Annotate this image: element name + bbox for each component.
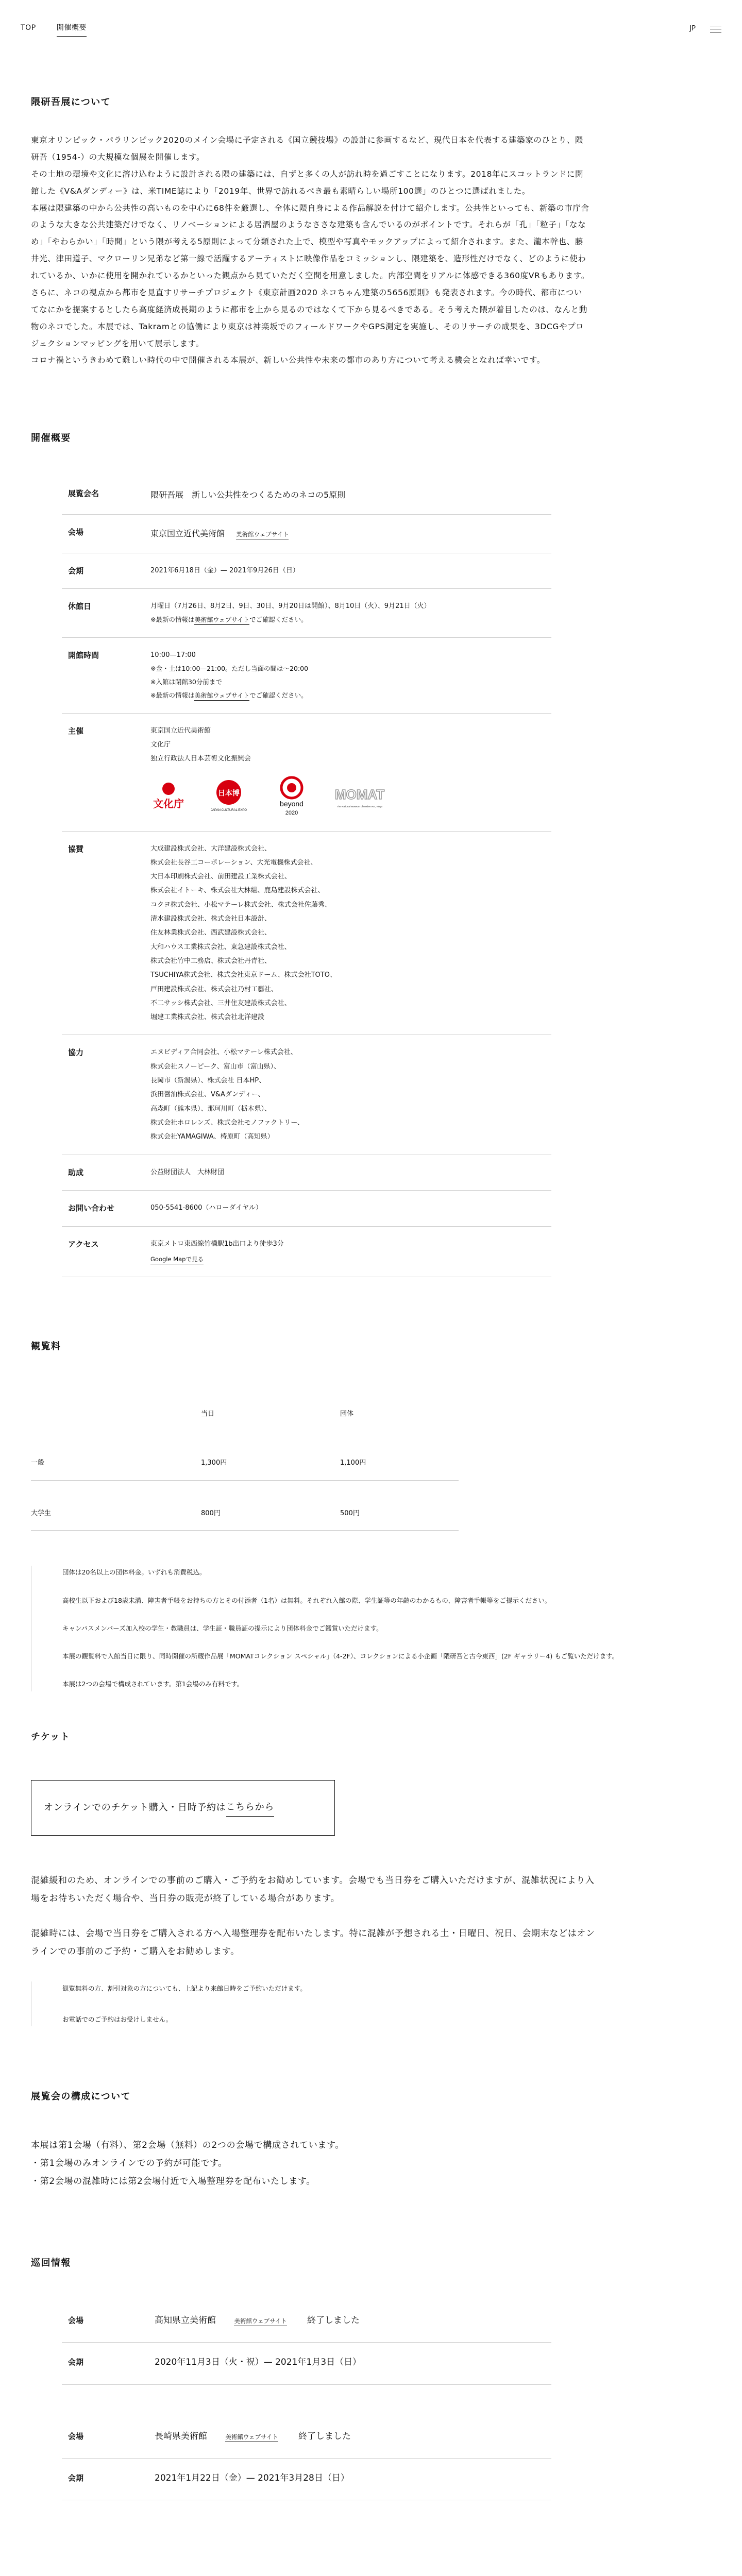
cooperation-line: エヌビディア合同会社、小松マテーレ株式会社、 xyxy=(150,1048,297,1057)
beyond-2020-emblem-icon xyxy=(271,775,312,817)
organizer-name: 独立行政法人日本芸術文化振興会 xyxy=(150,755,251,763)
fee-note: 高校生以下および18歳未満、障害者手帳をお持ちの方とその付添者（1名）は無料。それぞれ入館の際、学生証等の年齢のわかるもの、障害者手帳等をご提示ください。 xyxy=(62,1596,551,1604)
museum-website-link[interactable]: 美術館ウェブサイト xyxy=(194,615,249,625)
row-label: 会期 xyxy=(68,2473,84,2483)
fees-header: 団体 xyxy=(340,1410,354,1418)
row-label: 助成 xyxy=(68,1167,84,1177)
hours-note: ※入館は閉館30分前まで xyxy=(150,678,222,686)
table-row xyxy=(31,1430,459,1480)
row-label: アクセス xyxy=(68,1239,99,1249)
cooperation-list xyxy=(150,1045,551,1144)
tour-row-period xyxy=(62,2343,551,2384)
sponsor-line: 戸田建設株式会社、株式会社乃村工藝社、 xyxy=(150,985,278,993)
fee-day: 800円 xyxy=(201,1480,340,1531)
overview-row-support xyxy=(62,1155,551,1191)
overview-row-access xyxy=(62,1227,551,1278)
sponsor-line: 株式会社イトーキ、株式会社大林組、鹿島建設株式会社、 xyxy=(150,887,325,895)
about-paragraph: 本展は隈建築の中から公共性の高いものを中心に68件を厳選し、全体に隈自身による作品解説を付けて紹介します。公共性といっても、新築の市庁舎のような大きな公共建築だけでなく、リノベーションによる居酒屋のようなささな建築も含んでいるのがポイントです。それらが「孔」「粒子」「ななめ」「やわらかい」「時間」という隈が考える5原則によって分類された上で、模型や写真やモックアップによって紹介されます。また、瀧本幹也、藤井光、津田道子、マクローリン兄弟など第一線で活躍するアーティストに映像作品をコミッションし、隈建築を、造形性だけでなく、どのように使われているか、いかに使用を開かれているかといった観点から見ていただく空間を用意しました。内部空間をリアルに体感できる360度VRもあります。 xyxy=(31,203,589,281)
overview-row-venue xyxy=(62,515,551,553)
overview-row-cooperation xyxy=(62,1035,551,1155)
hours-note: ※最新の情報は美術館ウェブサイトでご確認ください。 xyxy=(150,689,551,702)
row-label: 会場 xyxy=(68,528,84,537)
overview-row-contact xyxy=(62,1191,551,1227)
hamburger-icon[interactable] xyxy=(710,26,721,32)
row-label: 会期 xyxy=(68,566,84,575)
organizer-name: 文化庁 xyxy=(150,740,171,749)
tour-ended-status: 終了しました xyxy=(307,2315,360,2326)
composition-line: 本展は第1会場（有料）、第2会場（無料）の2つの会場で構成されています。 xyxy=(31,2140,345,2151)
hours-value: 10:00—17:00 xyxy=(150,651,196,659)
overview-row-closed xyxy=(62,589,551,638)
sponsor-list xyxy=(150,842,551,1025)
ticket-info xyxy=(31,1872,603,1961)
bunkacho-logo xyxy=(150,781,187,811)
momat-logo xyxy=(334,781,385,811)
nav-top-link[interactable]: TOP xyxy=(21,24,36,32)
sponsor-line: 大日本印刷株式会社、前田建設工業株式会社、 xyxy=(150,873,292,881)
museum-website-link[interactable]: 美術館ウェブサイト xyxy=(236,530,289,539)
sponsor-line: TSUCHIYA株式会社、株式会社東京ドーム、株式会社TOTO、 xyxy=(150,971,336,979)
fees-title: 観覧料 xyxy=(31,1341,61,1352)
language-switch[interactable]: JP xyxy=(689,24,696,32)
overview-row-hours xyxy=(62,638,551,714)
ticket-paragraph: 混雑時には、会場で当日券をご購入される方へ入場整理券を配布いたします。特に混雑が予想される土・日曜日、祝日、会期末などはオンラインでの事前のご予約・ご購入をお勧めします。 xyxy=(31,1928,595,1957)
svg-text:日本博: 日本博 xyxy=(218,789,240,798)
svg-text:The National Museum of Modern: The National Museum of Modern Art, Tokyo xyxy=(336,805,383,808)
composition-line: ・第1会場のみオンラインでの予約が可能です。 xyxy=(31,2158,227,2169)
top-bar xyxy=(0,0,742,58)
sponsor-line: 清水建設株式会社、株式会社日本設計、 xyxy=(150,915,272,923)
row-label: 会場 xyxy=(68,2315,84,2325)
museum-website-link[interactable]: 美術館ウェブサイト xyxy=(194,691,249,701)
ticket-purchase-link[interactable]: こちらから xyxy=(226,1799,275,1817)
cooperation-line: 株式会社ホロレンズ、株式会社モノファクトリー、 xyxy=(150,1118,304,1127)
about-paragraph: 東京オリンピック・パラリンピック2020のメイン会場に予定される《国立競技場》の設計に参画するなど、現代日本を代表する建築家のひとり、隈研吾（1954-）の大規模な個展を開催します。 xyxy=(31,135,584,162)
fees-header-row xyxy=(31,1401,459,1430)
fees-header: 当日 xyxy=(201,1410,215,1418)
ticket-title: チケット xyxy=(31,1731,71,1742)
closed-note: ※最新の情報は美術館ウェブサイトでご確認ください。 xyxy=(150,613,551,626)
row-label: 主催 xyxy=(68,726,84,736)
tour-title: 巡回情報 xyxy=(31,2257,71,2268)
ticket-note: 観覧無料の方、割引対象の方についても、上記より来館日時をご予約いただけます。 xyxy=(62,1985,307,1993)
sponsor-line: 株式会社長谷工コーポレーション、大光電機株式会社、 xyxy=(150,858,317,867)
header-right xyxy=(689,23,721,36)
svg-text:beyond: beyond xyxy=(280,799,303,808)
fee-note: 本展は2つの会場で構成されています。第1会場のみ有料です。 xyxy=(62,1680,244,1688)
row-label: 休館日 xyxy=(68,602,92,612)
about-paragraph: コロナ禍というきわめて難しい時代の中で開催される本展が、新しい公共性や未来の都市のあり方について考える機会となれば幸いです。 xyxy=(31,355,545,365)
row-label: 会期 xyxy=(68,2358,84,2367)
sponsor-line: 大和ハウス工業株式会社、東急建設株式会社、 xyxy=(150,943,291,951)
fee-group: 1,100円 xyxy=(340,1430,459,1480)
fee-type: 大学生 xyxy=(31,1480,201,1531)
svg-text:JAPAN CULTURAL EXPO: JAPAN CULTURAL EXPO xyxy=(211,808,247,812)
tour-venue-block xyxy=(62,2301,551,2385)
tour-row-period xyxy=(62,2459,551,2500)
svg-text:文化庁: 文化庁 xyxy=(153,797,184,810)
cooperation-line: 長岡市（新潟県）、株式会社 日本HP、 xyxy=(150,1077,266,1085)
fees-table xyxy=(31,1401,459,1531)
about-paragraph: その土地の環境や文化に溶け込むように設計される隈の建築には、自ずと多くの人が訪れ時を過ごすことになります。2018年にスコットランドに開館した《V&Aダンディー》は、米TIME誌により「2019年、世界で訪れるべき最も素晴らしい場所100選」のひとつに選ばれました。 xyxy=(31,169,584,196)
row-label: 協賛 xyxy=(68,844,84,854)
sponsor-line: 株式会社竹中工務店、株式会社丹青社、 xyxy=(150,957,272,965)
composition-line: ・第2会場の混雑時には第2会場付近で入場整理券を配布いたします。 xyxy=(31,2176,316,2187)
nav-overview-link[interactable]: 開催概要 xyxy=(57,21,87,37)
overview-row-title xyxy=(62,476,551,515)
fee-note: キャンパスメンバーズ加入校の学生・教職員は、学生証・職員証の提示により団体料金でご鑑賞いただけます。 xyxy=(62,1624,383,1632)
museum-website-link[interactable]: 美術館ウェブサイト xyxy=(225,2433,278,2442)
museum-website-link[interactable]: 美術館ウェブサイト xyxy=(234,2317,286,2326)
ticket-box-text: オンラインでのチケット購入・日時予約は xyxy=(44,1802,226,1813)
tour-venue-name: 長崎県美術館 xyxy=(155,2431,207,2442)
nippon-haku-emblem-icon xyxy=(208,779,249,813)
row-label: お問い合わせ xyxy=(68,1204,115,1213)
top-nav xyxy=(21,21,87,37)
cooperation-line: 浜田醤油株式会社、V&Aダンディー、 xyxy=(150,1091,265,1099)
fee-note: 団体は20名以上の団体料金。いずれも消費税込。 xyxy=(62,1568,206,1577)
bunkacho-emblem-icon xyxy=(150,781,187,811)
row-label: 協力 xyxy=(68,1048,84,1058)
fees-notes xyxy=(31,1566,711,1691)
svg-text:MOMAT: MOMAT xyxy=(334,786,385,802)
tour-period: 2020年11月3日（火・祝）— 2021年1月3日（日） xyxy=(155,2357,362,2368)
composition-title: 展覧会の構成について xyxy=(31,2091,131,2103)
momat-wordmark-icon xyxy=(334,781,385,811)
organizer-logos xyxy=(150,775,551,817)
overview-row-organizer xyxy=(62,714,551,832)
table-row xyxy=(31,1480,459,1531)
about-paragraph: さらに、ネコの視点から都市を見直すリサーチプロジェクト《東京計画2020 ネコちゃん建築の5656原則》も発表されます。今の時代、都市についてなにかを提案するとしたら高度経済成長期のように都市を上から見るのではなくて下から見るべきである。そう考えた隈が着目したのは、なんと動物のネコでした。本展では、Takramとの協働により東京は神楽坂でのフィールドワークやGPS測定を実施し、そのリサーチの成果を、3DCGやプロジェクションマッピングを用いて展示します。 xyxy=(31,287,588,348)
sponsor-line: 堀建工業株式会社、株式会社北洋建設 xyxy=(150,1013,265,1022)
cooperation-line: 高森町（熊本県）、那珂川町（栃木県）、 xyxy=(150,1105,272,1113)
japan-cultural-expo-logo xyxy=(208,779,249,813)
contact-value: 050-5541-8600（ハローダイヤル） xyxy=(150,1204,262,1212)
tour-ended-status: 終了しました xyxy=(298,2431,351,2442)
exhibition-title: 隈研吾展 新しい公共性をつくるためのネコの5原則 xyxy=(150,490,346,500)
tour-row-venue xyxy=(62,2301,551,2343)
tour-venue-block xyxy=(62,2417,551,2501)
tour-venue-name: 高知県立美術館 xyxy=(155,2315,216,2326)
about-title: 隈研吾展について xyxy=(31,97,111,108)
ticket-paragraph: 混雑緩和のため、オンラインでの事前のご購入・ご予約をお勧めしています。会場でも当日券をご購入いただけますが、混雑状況により入場をお待ちいただく場合や、当日券の販売が終了している場合があります。 xyxy=(31,1875,595,1904)
row-label: 会場 xyxy=(68,2431,84,2441)
main-content xyxy=(0,94,742,2500)
sponsor-line: 不二サッシ株式会社、三井住友建設株式会社、 xyxy=(150,999,291,1007)
beyond-2020-logo xyxy=(271,775,312,817)
fee-group: 500円 xyxy=(340,1480,459,1531)
ticket-notes xyxy=(31,1981,711,2026)
sponsor-line: 大成建設株式会社、大洋建設株式会社、 xyxy=(150,844,272,853)
fees-header xyxy=(31,1401,201,1430)
hours-note: ※金・土は10:00—21:00。ただし当面の間は～20:00 xyxy=(150,664,309,672)
period-value: 2021年6月18日（金）— 2021年9月26日（日） xyxy=(150,566,299,574)
cooperation-line: 株式会社YAMAGIWA、梼原町（高知県） xyxy=(150,1133,274,1141)
row-label: 開館時間 xyxy=(68,650,99,660)
organizer-name: 東京国立近代美術館 xyxy=(150,726,211,735)
google-map-link[interactable]: Google Mapで見る xyxy=(150,1255,204,1264)
online-ticket-box[interactable] xyxy=(31,1780,335,1836)
about-body xyxy=(31,132,590,369)
tour-row-venue xyxy=(62,2417,551,2459)
access-value: 東京メトロ東西線竹橋駅1b出口より徒歩3分 xyxy=(150,1240,284,1248)
svg-text:2020: 2020 xyxy=(285,809,298,816)
sponsor-line: コクヨ株式会社、小松マテーレ株式会社、株式会社佐藤秀、 xyxy=(150,901,331,909)
ticket-note: お電話でのご予約はお受けしません。 xyxy=(62,2015,173,2023)
row-label: 展覧会名 xyxy=(68,489,99,499)
tour-period: 2021年1月22日（金）— 2021年3月28日（日） xyxy=(155,2472,349,2483)
venue-name: 東京国立近代美術館 xyxy=(150,529,225,538)
closed-days: 月曜日（7月26日、8月2日、9日、30日、9月20日は開館）、8月10日（火）、9月21日（火） xyxy=(150,602,431,611)
cooperation-line: 株式会社スノーピーク、富山市（富山県）、 xyxy=(150,1062,281,1071)
support-value: 公益財団法人 大林財団 xyxy=(150,1168,225,1176)
fee-type: 一般 xyxy=(31,1430,201,1480)
fee-note: 本展の観覧料で入館当日に限り、同時開催の所蔵作品展「MOMATコレクション スペシャル」（4-2F）、コレクションによる小企画「隈研吾と古今東西」(2F ギャラリー4) もご覧いただけます。 xyxy=(62,1652,619,1660)
fee-day: 1,300円 xyxy=(201,1430,340,1480)
overview-row-sponsors xyxy=(62,832,551,1036)
overview-row-period xyxy=(62,553,551,589)
overview-title: 開催概要 xyxy=(31,433,71,444)
sponsor-line: 住友林業株式会社、西武建設株式会社、 xyxy=(150,929,272,937)
composition-body xyxy=(31,2137,711,2191)
overview-table xyxy=(62,476,551,1277)
